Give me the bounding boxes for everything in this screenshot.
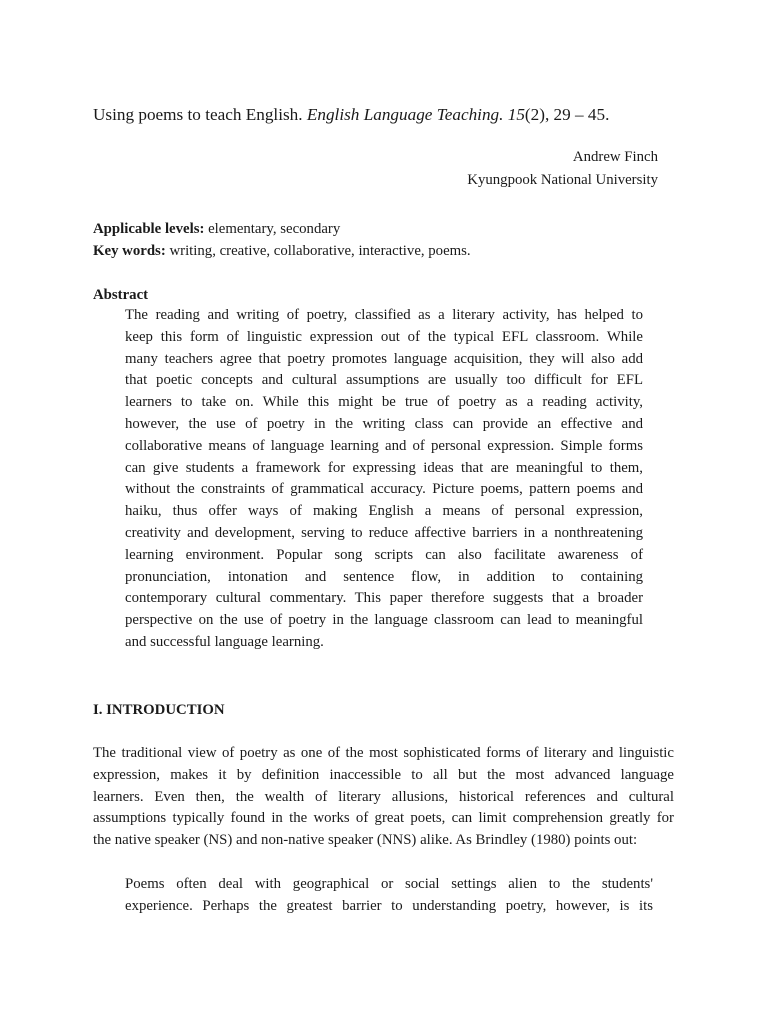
applicable-levels-label: Applicable levels: [93, 221, 205, 237]
text-line: The traditional view of poetry as one of the most sophisticated forms of literary and linguistic [93, 745, 674, 761]
text-line: haiku, thus offer ways of making English a means of personal expression, [125, 503, 643, 520]
author-name: Andrew Finch [572, 149, 658, 165]
key-words [93, 240, 471, 262]
citation-title: Using poems to teach English. [93, 105, 307, 124]
text-line: the native speaker (NS) and non-native speaker (NNS) alike. As Brindley (1980) points out: [93, 832, 638, 849]
text-line: contemporary cultural commentary. This paper therefore suggests that a broader [125, 590, 643, 607]
text-line: that poetic concepts and cultural assumptions are usually too difficult for EFL [125, 372, 643, 389]
text-line: learners. Even then, the wealth of literary allusions, historical references and cultural [93, 788, 674, 805]
text-line: learners to take on. While this might be true of poetry as a reading activity, [125, 394, 643, 411]
text-line: can give students a framework for expressing ideas that are meaningful to them, [125, 459, 643, 476]
applicable-levels [93, 218, 340, 240]
text-line: Poems often deal with geographical or social settings alien to the students' [125, 876, 653, 892]
text-line: keep this form of linguistic expression out of the typical EFL classroom. While [125, 328, 643, 345]
text-line: pronunciation, intonation and sentence flow, in addition to containing [125, 568, 643, 585]
introduction-heading: I. INTRODUCTION [93, 702, 225, 718]
text-line: without the constraints of grammatical accuracy. Picture poems, pattern poems and [125, 481, 643, 498]
key-words-value: writing, creative, collaborative, interactive, poems. [165, 243, 471, 259]
key-words-label: Key words: [93, 243, 166, 259]
text-line: perspective on the use of poetry in the language classroom can lead to meaningful [125, 612, 643, 629]
text-line: The reading and writing of poetry, classified as a literary activity, has helped to [125, 307, 643, 323]
citation-journal: English Language Teaching. 15 [306, 105, 525, 124]
text-line: collaborative means of language learning and of personal expression. Simple forms [125, 437, 643, 454]
text-line: however, the use of poetry in the writing class can provide an effective and [125, 415, 643, 432]
block-quote [125, 874, 653, 918]
text-line: creativity and development, serving to reduce affective barriers in a nonthreatening [125, 524, 643, 541]
applicable-levels-value: elementary, secondary [204, 221, 341, 237]
text-line: expression, makes it by definition inaccessible to all but the most advanced language [93, 766, 674, 783]
text-line: experience. Perhaps the greatest barrier to understanding poetry, however, is its [125, 897, 653, 914]
text-line: and successful language learning. [125, 633, 324, 650]
text-line: learning environment. Popular song scripts can also facilitate awareness of [125, 546, 643, 563]
citation-issue-pages: (2), 29 – 45. [524, 105, 610, 124]
abstract-heading: Abstract [93, 287, 149, 303]
text-line: many teachers agree that poetry promotes language acquisition, they will also add [125, 350, 643, 367]
abstract-body [125, 305, 643, 654]
introduction-paragraph [93, 743, 674, 852]
author-affiliation: Kyungpook National University [467, 172, 658, 188]
text-line: assumptions typically found in the works of great poets, can limit comprehension greatly for [93, 810, 674, 827]
citation-line [93, 103, 693, 127]
